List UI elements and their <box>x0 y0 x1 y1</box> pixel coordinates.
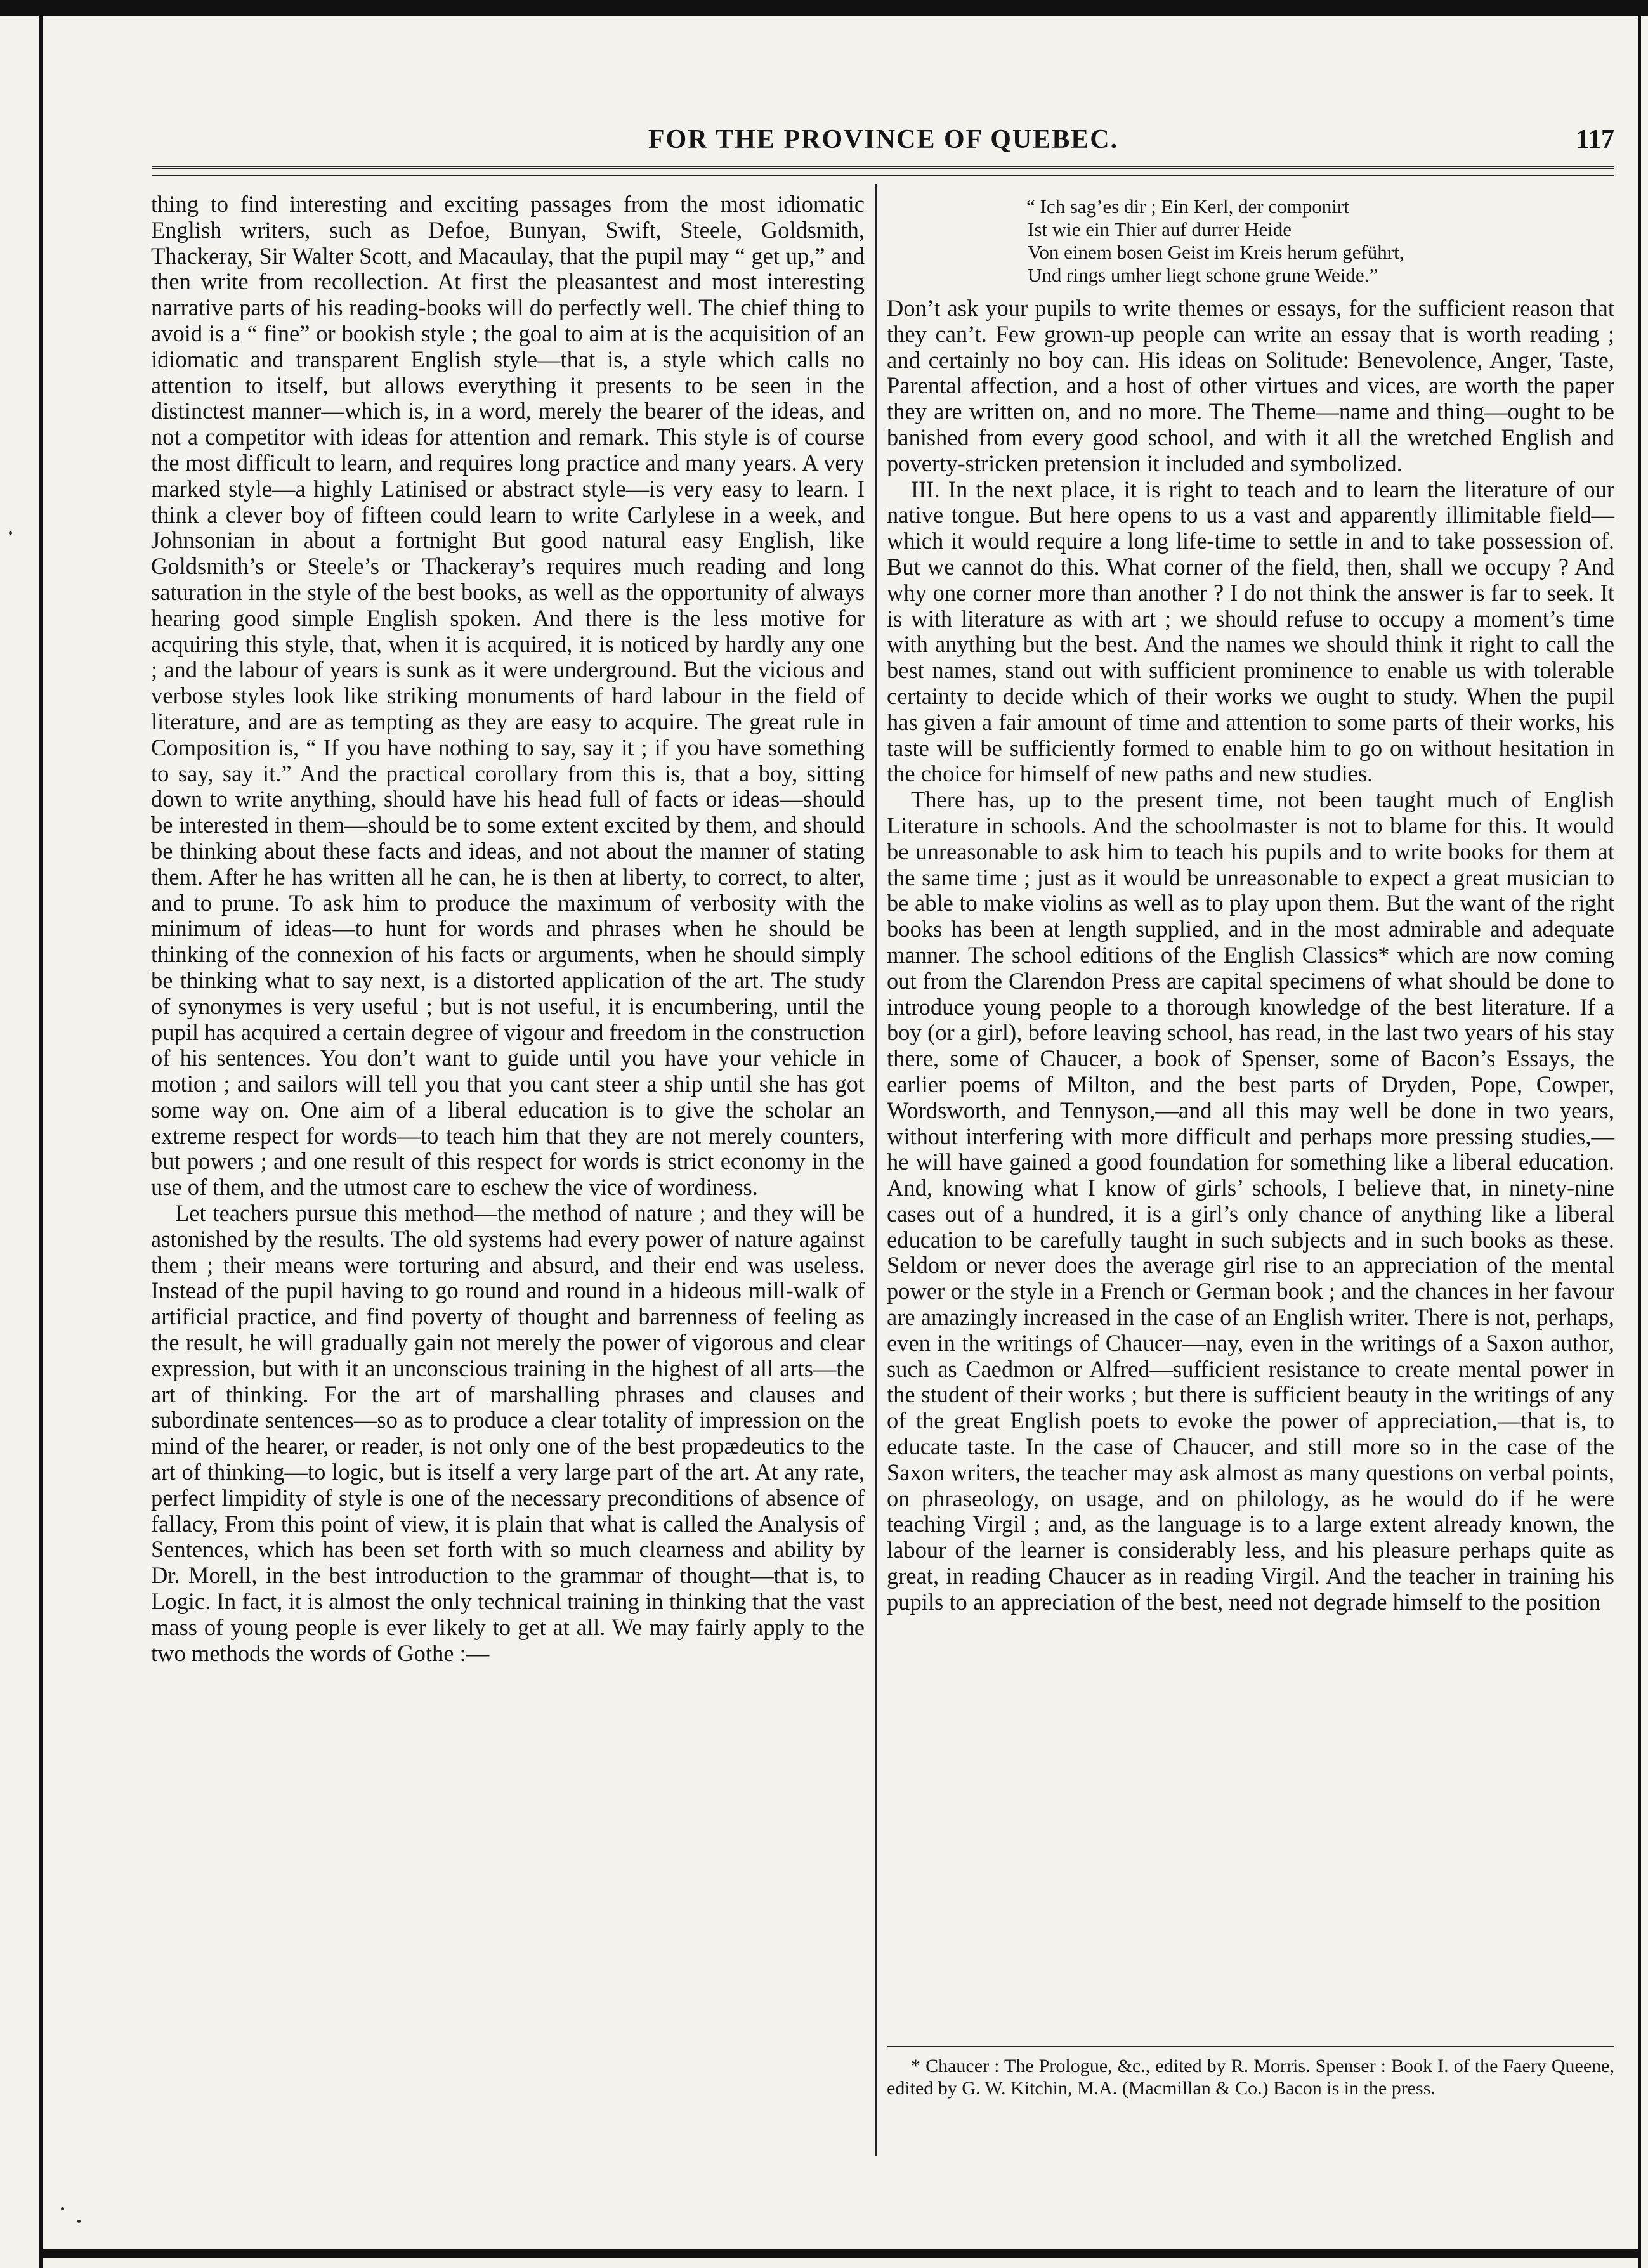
footnote-rule <box>887 2046 1614 2047</box>
running-head: FOR THE PROVINCE OF QUEBEC. <box>648 125 1119 154</box>
right-column <box>887 192 1614 1615</box>
quote-line: Ist wie ein Thier auf durrer Heide <box>1028 218 1292 240</box>
quote-line: “ Ich sag’es dir ; Ein Kerl, der componirt <box>1026 195 1349 218</box>
scan-speck <box>9 531 12 535</box>
footnote <box>887 2055 1614 2099</box>
body-paragraph: Don’t ask your pupils to write themes or essays, for the sufficient reason that they can’t. Few grown-up people can write an essay that is worth reading ; and certainly no boy can. His ideas on Solitude: Benevolence, Anger, Taste, Parental affection, and a host of other virtues and vices, are worth the paper they are written on, and no more. The Theme—name and thing—ought to be banished from every good school, and with it all the wretched English and poverty-stricken pretension it included and symbolized. <box>887 295 1614 476</box>
quote-line: Von einem bosen Geist im Kreis herum geführt, <box>1028 241 1404 263</box>
scan-left-edge <box>39 0 43 2268</box>
scan-top-edge <box>0 0 1648 16</box>
page-number: 117 <box>1576 125 1614 154</box>
quote-line: Und rings umher liegt schone grune Weide.” <box>1028 264 1378 286</box>
column-divider <box>875 184 877 2156</box>
body-paragraph: thing to find interesting and exciting passages from the most idiomatic English writers, such as Defoe, Bunyan, Swift, Steele, Goldsmith, Thackeray, Sir Walter Scott, and Macaulay, that the pupil may “ get up,” and then write from recollection. At first the pleasantest and most interesting narrative parts of his reading-books will do perfectly well. The chief thing to avoid is a “ fine” or bookish style ; the goal to aim at is the acquisition of an idiomatic and transparent English style—that is, a style which calls no attention to itself, but allows everything it presents to be seen in the distinctest manner—which is, in a word, merely the bearer of the ideas, and not a competitor with ideas for attention and remark. This style is of course the most difficult to learn, and requires long practice and many years. A very marked style—a highly Latinised or abstract style—is very easy to learn. I think a clever boy of fifteen could learn to write Carlylese in a week, and Johnsonian in about a fortnight But good natural easy English, like Goldsmith’s or Steele’s or Thackeray’s requires much reading and long saturation in the style of the best books, as well as the opportunity of always hearing good simple English spoken. And there is the less motive for acquiring this style, that, when it is acquired, it is noticed by hardly any one ; and the labour of years is sunk as it were underground. But the vicious and verbose styles look like striking monuments of hard labour in the field of literature, and are as tempting as they are easy to acquire. The great rule in Composition is, “ If you have nothing to say, say it ; if you have something to say, say it.” And the practical corollary from this is, that a boy, sitting down to write anything, should have his head full of facts or ideas—should be interested in them—should be to some extent excited by them, and should be thinking about these facts and ideas, and not about the manner of stating them. After he has written all he can, he is then at liberty, to correct, to alter, and to prune. To ask him to produce the maximum of verbosity with the minimum of ideas—to hunt for words and phrases when he should be thinking of the connexion of his facts or arguments, when he should simply be thinking what to say next, is a distorted application of the art. The study of synonymes is very useful ; but is not useful, it is encumbering, until the pupil has acquired a certain degree of vigour and freedom in the construction of his sentences. You don’t want to guide until you have your vehicle in motion ; and sailors will tell you that you cant steer a ship until she has got some way on. One aim of a liberal education is to give the scholar an extreme respect for words—to teach him that they are not merely counters, but powers ; and one result of this respect for words is strict economy in the use of them, and the utmost care to eschew the vice of wordiness. <box>151 191 865 1201</box>
scan-right-edge <box>1638 0 1641 2268</box>
page-header <box>152 124 1614 162</box>
goethe-quote <box>1026 195 1614 287</box>
scan-bottom-edge <box>39 2249 1641 2258</box>
scan-speck <box>61 2207 64 2210</box>
scan-speck <box>77 2220 81 2223</box>
left-column <box>151 192 865 1666</box>
footnote-text: * Chaucer : The Prologue, &c., edited by R. Morris. Spenser : Book I. of the Faery Queene, edited by G. W. Kitchin, M.A. (Macmillan & Co.) Bacon is in the press. <box>887 2056 1614 2099</box>
header-rule <box>152 175 1614 176</box>
header-double-rule <box>152 166 1614 172</box>
body-paragraph: Let teachers pursue this method—the method of nature ; and they will be astonished by the results. The old systems had every power of nature against them ; their means were torturing and absurd, and their end was useless. Instead of the pupil having to go round and round in a hideous mill-walk of artificial practice, and find poverty of thought and barrenness of feeling as the result, he will gradually gain not merely the power of vigorous and clear expression, but with it an unconscious training in the highest of all arts—the art of thinking. For the art of marshalling phrases and clauses and subordinate sentences—so as to produce a clear totality of impression on the mind of the hearer, or reader, is not only one of the best propædeutics to the art of thinking—to logic, but is itself a very large part of the art. At any rate, perfect limpidity of style is one of the necessary preconditions of absence of fallacy, From this point of view, it is plain that what is called the Analysis of Sentences, which has been set forth with so much clearness and ability by Dr. Morell, in the best introduction to the grammar of thought—that is, to Logic. In fact, it is almost the only technical training in thinking that the vast mass of young people is ever likely to get at all. We may fairly apply to the two methods the words of Gothe :— <box>151 1200 865 1666</box>
body-paragraph: There has, up to the present time, not been taught much of English Literature in schools. And the schoolmaster is not to blame for this. It would be unreasonable to ask him to teach his pupils and to write books for them at the same time ; just as it would be unreasonable to expect a great musician to be able to make violins as well as to play upon them. But the want of the right books has been at length supplied, and in the most admirable and adequate manner. The school editions of the English Classics* which are now coming out from the Clarendon Press are capital specimens of what should be done to introduce young people to a thorough knowledge of the best literature. If a boy (or a girl), before leaving school, has read, in the last two years of his stay there, some of Chaucer, a book of Spenser, some of Bacon’s Essays, the earlier poems of Milton, and the best parts of Dryden, Pope, Cowper, Wordsworth, and Tennyson,—and all this may well be done in two years, without interfering with more difficult and perhaps more pressing studies,—he will have gained a good foundation for something like a liberal education. And, knowing what I know of girls’ schools, I believe that, in ninety-nine cases out of a hundred, it is a girl’s only chance of anything like a liberal education to be carefully taught in such subjects and in such books as these. Seldom or never does the average girl rise to an appreciation of the mental power or the style in a French or German book ; and the chances in her favour are amazingly increased in the case of an English writer. There is not, perhaps, even in the writings of Chaucer—nay, even in the writings of a Saxon author, such as Caedmon or Alfred—sufficient resistance to create mental power in the student of their works ; but there is sufficient beauty in the writings of any of the great English poets to evoke the power of appreciation,—that is, to educate taste. In the case of Chaucer, and still more so in the case of the Saxon writers, the teacher may ask almost as many questions on verbal points, on phraseology, on usage, and on philology, as he would do if he were teaching Virgil ; and, as the language is to a large extent already known, the labour of the learner is considerably less, and his pleasure perhaps quite as great, in reading Chaucer as in reading Virgil. And the teacher in training his pupils to an appreciation of the best, need not degrade himself to the position <box>887 786 1614 1615</box>
body-paragraph: III. In the next place, it is right to teach and to learn the literature of our native tongue. But here opens to us a vast and apparently illimitable field—which it would require a long life-time to settle in and to take possession of. But we cannot do this. What corner of the field, then, shall we occupy ? And why one corner more than another ? I do not think the answer is far to seek. It is with literature as with art ; we should refuse to occupy a moment’s time with anything but the best. And the names we should think it right to call the best names, stand out with sufficient prominence to enable us with tolerable certainty to decide which of their works we ought to study. When the pupil has given a fair amount of time and attention to some parts of their works, his taste will be sufficiently formed to enable him to go on without hesitation in the choice for himself of new paths and new studies. <box>887 476 1614 787</box>
